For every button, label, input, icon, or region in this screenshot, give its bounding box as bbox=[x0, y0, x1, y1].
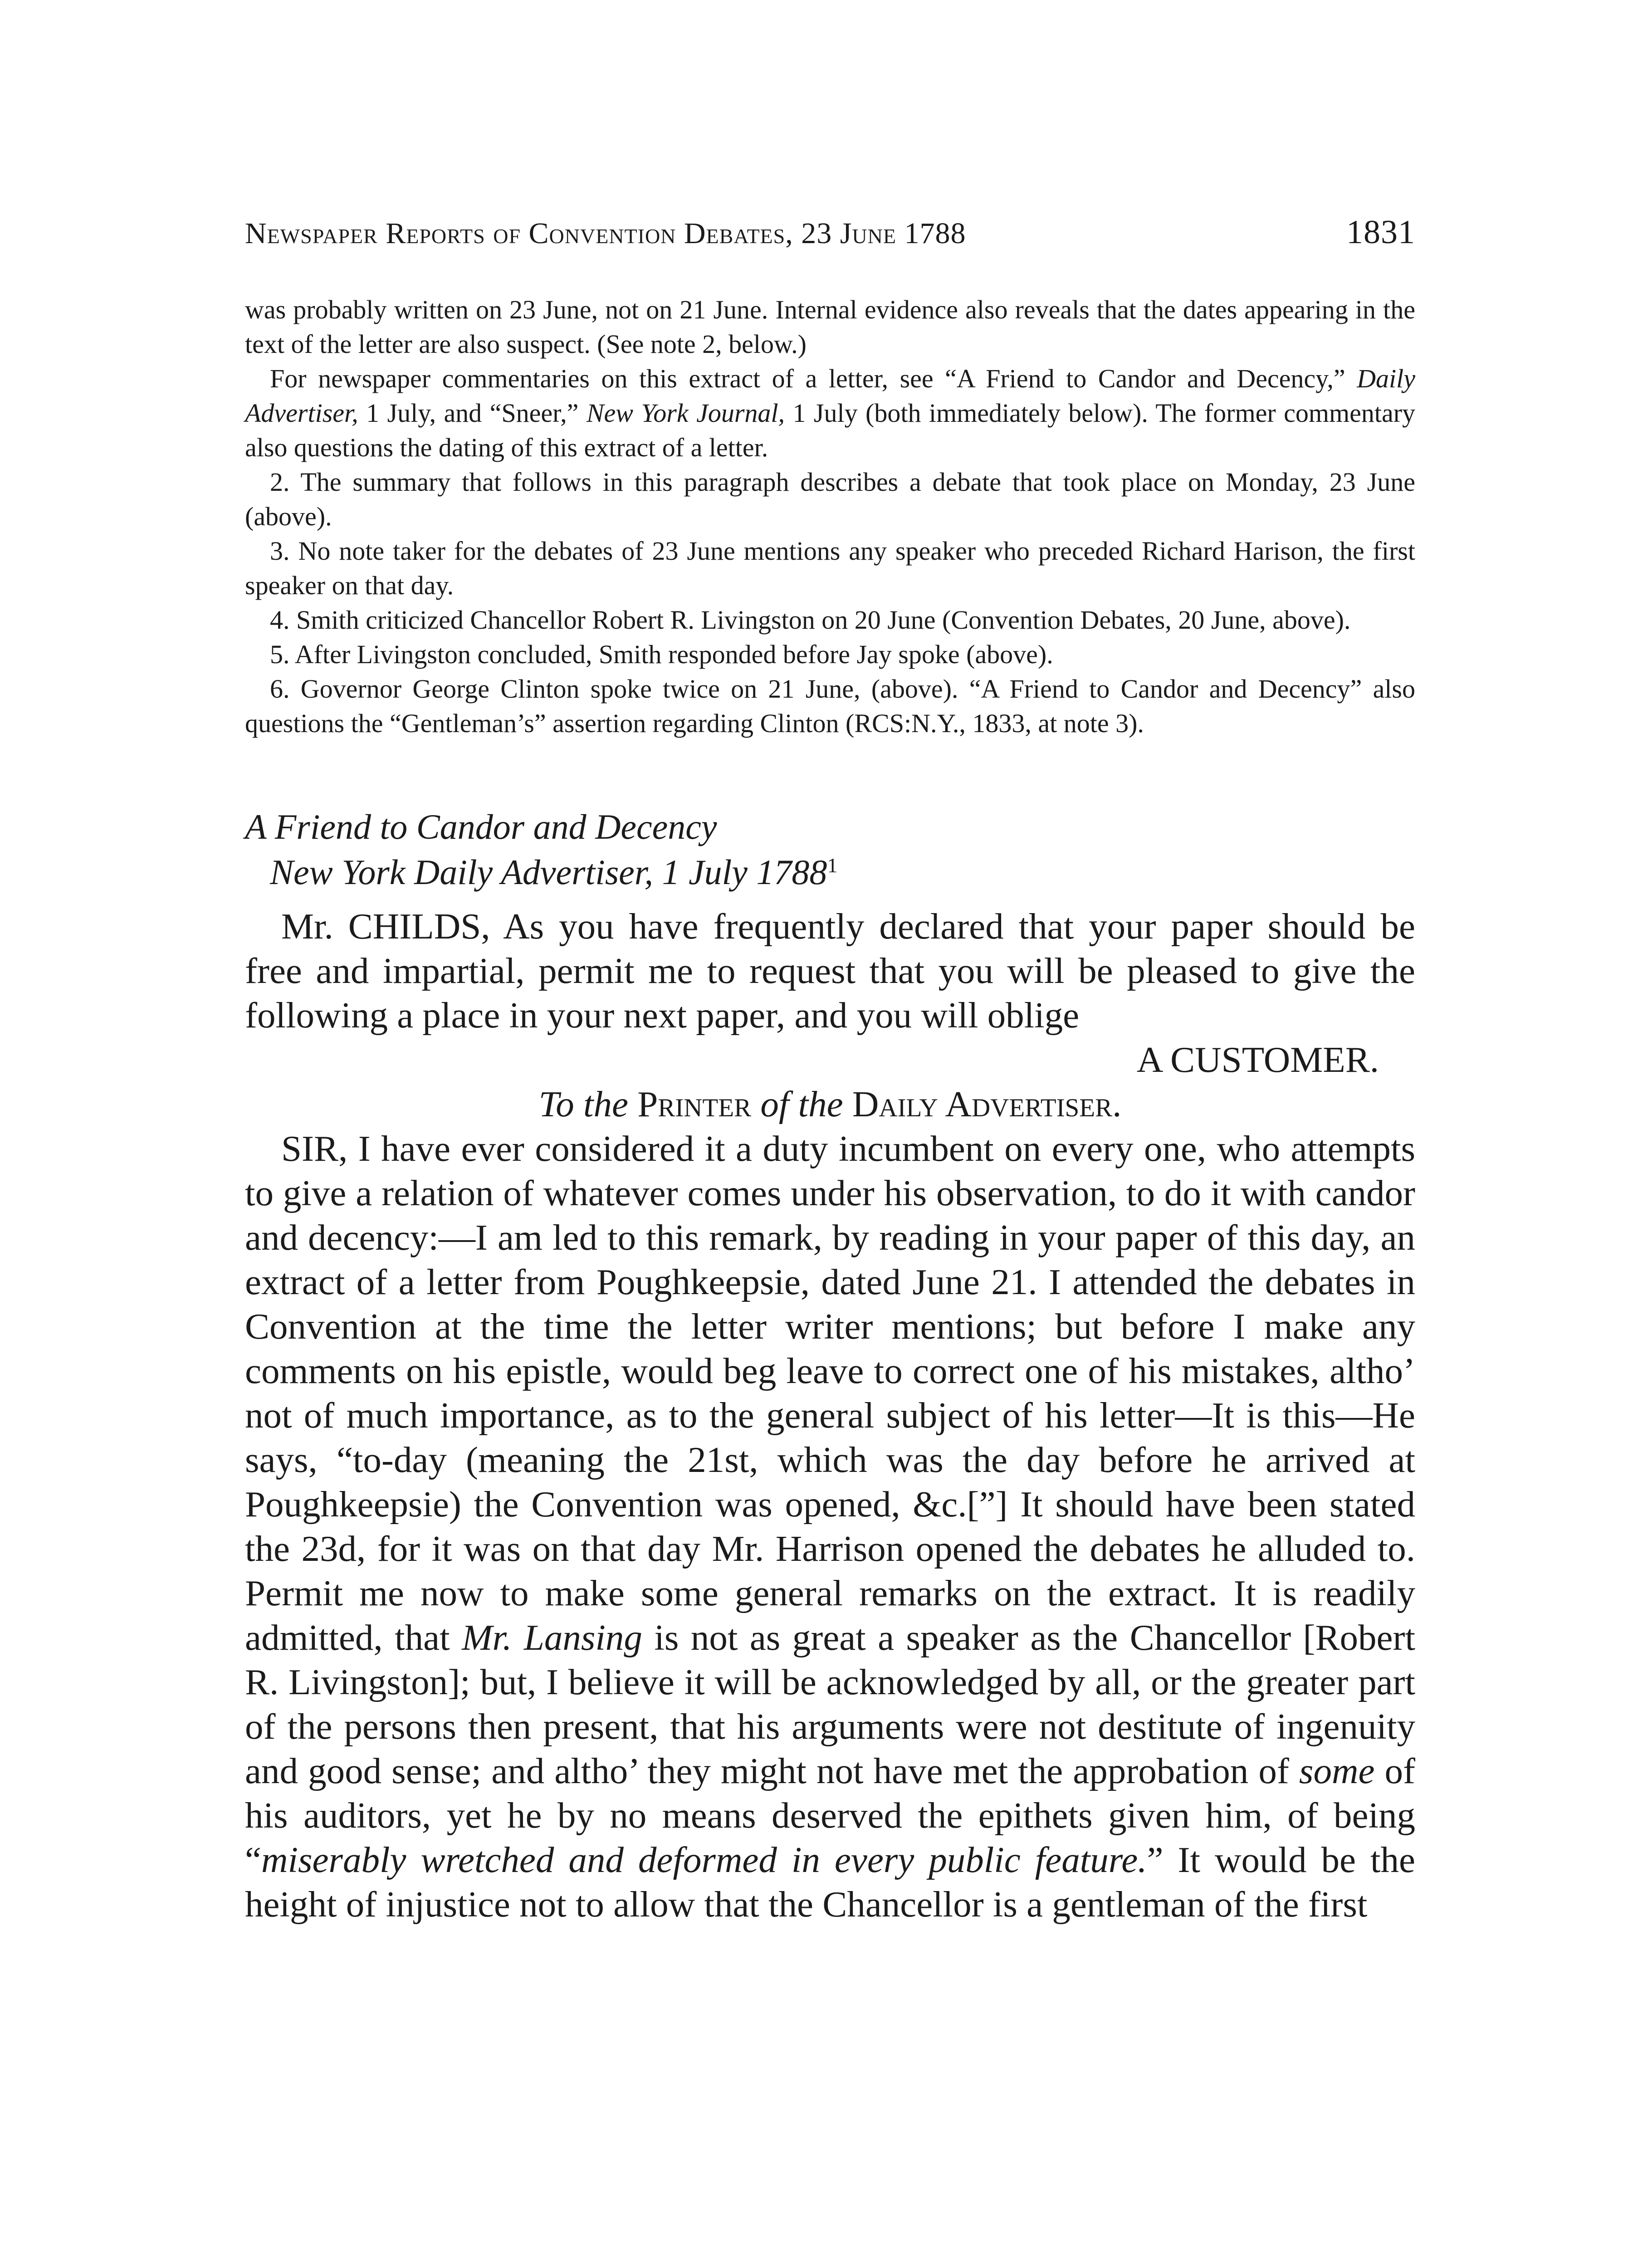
note-6: 6. Governor George Clinton spoke twice on 21 June, (above). “A Friend to Candor and Decency” also questions the “Gentleman’s” assertion regarding Clinton (RCS:N.Y., 1833, at note 3). bbox=[245, 674, 1415, 738]
note-3: 3. No note taker for the debates of 23 June mentions any speaker who preceded Richard Harison, the first speaker on that day. bbox=[245, 536, 1415, 600]
note-text: For newspaper commentaries on this extract of a letter, see “A Friend to Candor and Decency,” bbox=[270, 364, 1357, 393]
note-4: 4. Smith criticized Chancellor Robert R. Livingston on 20 June (Convention Debates, 20 June, above). bbox=[270, 605, 1351, 635]
body-paragraph-1: Mr. CHILDS, As you have frequently declared that your paper should be free and impartial, permit me to request that you will be pleased to give the following a place in your next paper, and you will oblige bbox=[245, 906, 1415, 1036]
note-commentaries bbox=[245, 362, 1415, 465]
document-body bbox=[245, 904, 1415, 1926]
note-5: 5. After Livingston concluded, Smith responded before Jay spoke (above). bbox=[270, 640, 1053, 669]
body-italic: Mr. Lansing bbox=[462, 1617, 642, 1658]
body-text: SIR, I have ever considered it a duty incumbent on every one, who attempts to give a relation of whatever comes under his observation, to do it with candor and decency:—I am led to this remark, by reading in your paper of this day, an extract of a letter from Poughkeepsie, dated June 21. I attended the debates in Convention at the time the letter writer mentions; but before I make any comments on his epistle, would beg leave to correct one of his mistakes, altho’ not of much importance, as to the general subject of his letter—It is this—He says, “to-day (meaning the 21st, which was the day before he arrived at Poughkeepsie) the Convention was opened, &c.[”] It should have been stated the 23d, for it was on that day Mr. Harrison opened the debates he alluded to. Permit me now to make some general remarks on the extract. It is readily admitted, that bbox=[245, 1128, 1415, 1658]
body-text: of his auditors, yet he by no means deserved the epithets given him, of being “ bbox=[245, 1750, 1415, 1880]
document-source bbox=[245, 850, 1415, 895]
note-text: 1 July, and “Sneer,” bbox=[358, 398, 587, 428]
body-text: ” It would be the height of injustice not to allow that the Chancellor is a gentleman of the first bbox=[245, 1839, 1415, 1925]
body-italic-quote: miserably wretched and deformed in every public feature. bbox=[261, 1839, 1147, 1880]
note-2: 2. The summary that follows in this paragraph describes a debate that took place on Monday, 23 June (above). bbox=[245, 467, 1415, 531]
body-italic: some bbox=[1299, 1750, 1375, 1791]
body-paragraph-2 bbox=[245, 1126, 1415, 1926]
note-italic-title: New York Journal, bbox=[586, 398, 785, 428]
footnote-reference: 1 bbox=[827, 854, 838, 877]
signature: A CUSTOMER. bbox=[1136, 1039, 1379, 1080]
addressee-text: Daily Advertiser. bbox=[852, 1084, 1122, 1124]
footnotes-block bbox=[245, 293, 1415, 741]
document-page bbox=[245, 213, 1415, 1926]
addressee-text: of the bbox=[760, 1084, 843, 1124]
note-text: 1 July (both immediately below). The former commentary also questions the dating of this extract of a letter. bbox=[245, 398, 1416, 462]
note-continuation: was probably written on 23 June, not on 21 June. Internal evidence also reveals that the dates appearing in the text of the letter are also suspect. (See note 2, below.) bbox=[245, 295, 1415, 359]
source-text: New York Daily Advertiser, 1 July 1788 bbox=[270, 852, 827, 892]
addressee-line bbox=[245, 1082, 1415, 1126]
addressee-text: To the bbox=[538, 1084, 628, 1124]
body-text: is not as great a speaker as the Chancellor [Robert R. Livingston]; but, I believe it will be acknowledged by all, or the greater part of the persons then present, that his arguments were not destitute of ingenuity and good sense; and altho’ they might not have met the approbation of bbox=[245, 1617, 1415, 1791]
note-italic-title: Daily Advertiser, bbox=[245, 364, 1415, 428]
running-header bbox=[245, 213, 1415, 252]
addressee-text: Printer bbox=[637, 1084, 752, 1124]
document-title: A Friend to Candor and Decency bbox=[245, 807, 717, 846]
page-number: 1831 bbox=[1346, 214, 1415, 251]
document-heading bbox=[245, 804, 1415, 895]
running-title: Newspaper Reports of Convention Debates, 23 June 1788 bbox=[245, 217, 966, 250]
